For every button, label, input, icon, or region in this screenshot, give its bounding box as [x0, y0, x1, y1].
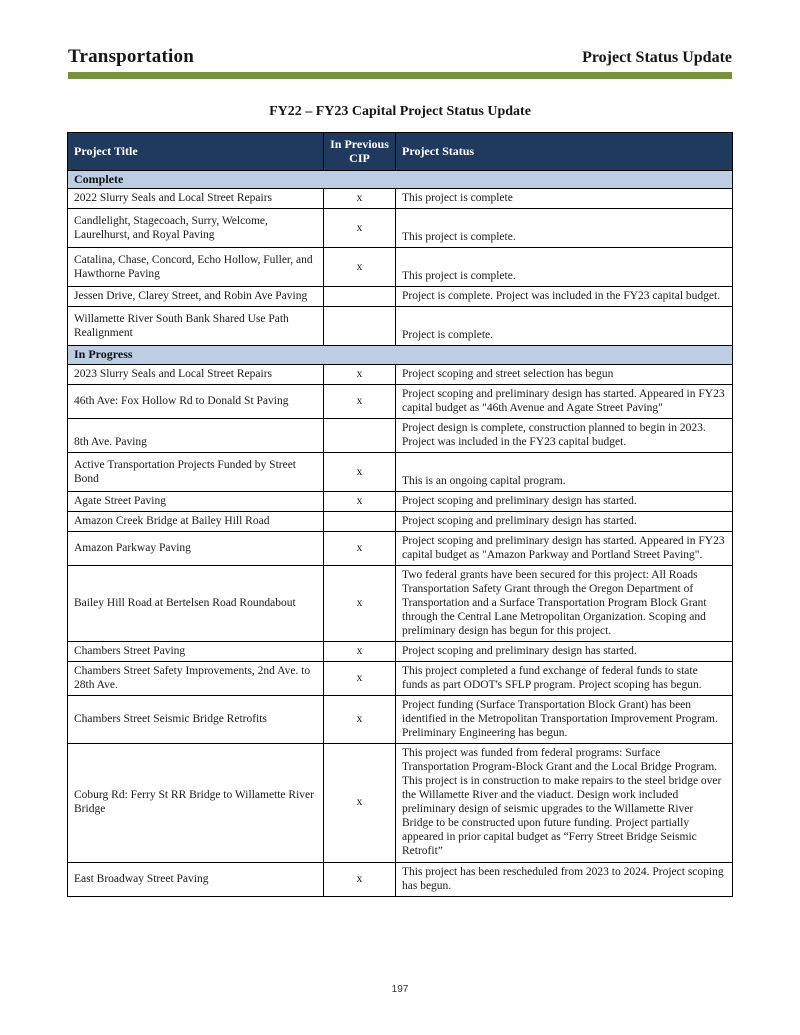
project-title-cell: Jessen Drive, Clarey Street, and Robin Ave Paving: [68, 287, 324, 307]
table-row: [68, 532, 733, 566]
previous-cip-cell: x: [324, 696, 396, 744]
project-title-cell: East Broadway Street Paving: [68, 862, 324, 896]
project-status-cell: This project has been rescheduled from 2023 to 2024. Project scoping has begun.: [396, 862, 733, 896]
project-status-cell: Two federal grants have been secured for this project: All Roads Transportation Safety Grant through the Oregon Department of Transportation and a Surface Transportation Program Block Grant through the Central Lane Metropolitan Organization. Scoping and preliminary design has begun for this project.: [396, 566, 733, 642]
project-status-cell: Project scoping and street selection has begun: [396, 365, 733, 385]
section-row: [68, 170, 733, 189]
table-row: [68, 512, 733, 532]
project-title-cell: Coburg Rd: Ferry St RR Bridge to Willamette River Bridge: [68, 744, 324, 862]
table-row: [68, 385, 733, 419]
document-header: [68, 46, 732, 79]
project-status-cell: Project is complete.: [396, 307, 733, 346]
project-title-cell: Agate Street Paving: [68, 492, 324, 512]
project-title-cell: Bailey Hill Road at Bertelsen Road Roundabout: [68, 566, 324, 642]
table-row: [68, 642, 733, 662]
project-status-cell: This project completed a fund exchange of federal funds to state funds as part ODOT's SFLP program. Project scoping has begun.: [396, 662, 733, 696]
page-number: 197: [391, 984, 409, 995]
table-row: [68, 453, 733, 492]
project-title-cell: 46th Ave: Fox Hollow Rd to Donald St Paving: [68, 385, 324, 419]
project-title-cell: Willamette River South Bank Shared Use Path Realignment: [68, 307, 324, 346]
project-status-cell: Project funding (Surface Transportation Block Grant) has been identified in the Metropolitan Transportation Improvement Program. Preliminary Engineering has begun.: [396, 696, 733, 744]
project-status-cell: This project is complete.: [396, 209, 733, 248]
project-status-cell: Project is complete. Project was included in the FY23 capital budget.: [396, 287, 733, 307]
project-title-cell: 2023 Slurry Seals and Local Street Repairs: [68, 365, 324, 385]
project-title-cell: 2022 Slurry Seals and Local Street Repairs: [68, 189, 324, 209]
column-header-in-previous-cip: In Previous CIP: [324, 133, 396, 171]
previous-cip-cell: [324, 287, 396, 307]
table-row: [68, 566, 733, 642]
project-status-cell: Project scoping and preliminary design has started.: [396, 492, 733, 512]
previous-cip-cell: x: [324, 385, 396, 419]
header-page-title: Project Status Update: [582, 49, 732, 66]
table-row: [68, 365, 733, 385]
project-status-cell: This project is complete.: [396, 248, 733, 287]
project-title-cell: Active Transportation Projects Funded by Street Bond: [68, 453, 324, 492]
project-status-cell: Project scoping and preliminary design has started. Appeared in FY23 capital budget as "46th Avenue and Agate Street Paving": [396, 385, 733, 419]
table-row: [68, 662, 733, 696]
previous-cip-cell: x: [324, 209, 396, 248]
table-header-row: [68, 133, 733, 171]
section-label: Complete: [68, 170, 733, 189]
table-row: [68, 189, 733, 209]
table-row: [68, 862, 733, 896]
table-row: [68, 696, 733, 744]
previous-cip-cell: x: [324, 566, 396, 642]
table-header: [68, 133, 733, 171]
table-row: [68, 419, 733, 453]
project-status-cell: Project scoping and preliminary design has started. Appeared in FY23 capital budget as "Amazon Parkway and Portland Street Paving".: [396, 532, 733, 566]
project-status-cell: This project is complete: [396, 189, 733, 209]
section-row: [68, 346, 733, 365]
project-title-cell: Catalina, Chase, Concord, Echo Hollow, Fuller, and Hawthorne Paving: [68, 248, 324, 287]
column-header-project-title: Project Title: [68, 133, 324, 171]
project-title-cell: Amazon Parkway Paving: [68, 532, 324, 566]
header-section-title: Transportation: [68, 46, 194, 67]
table-row: [68, 248, 733, 287]
previous-cip-cell: [324, 512, 396, 532]
table-row: [68, 307, 733, 346]
previous-cip-cell: x: [324, 492, 396, 512]
previous-cip-cell: x: [324, 744, 396, 862]
project-title-cell: Chambers Street Paving: [68, 642, 324, 662]
table-row: [68, 287, 733, 307]
previous-cip-cell: [324, 307, 396, 346]
project-title-cell: Chambers Street Safety Improvements, 2nd Ave. to 28th Ave.: [68, 662, 324, 696]
table-row: [68, 744, 733, 862]
previous-cip-cell: x: [324, 532, 396, 566]
project-status-cell: Project design is complete, construction planned to begin in 2023. Project was included in the FY23 capital budget.: [396, 419, 733, 453]
project-status-cell: This project was funded from federal programs: Surface Transportation Program-Block Grant and the Local Bridge Program. This project is in construction to make repairs to the steel bridge over the Willamette River and the viaduct. Design work included preliminary design of seismic upgrades to the Willamette River Bridge to be constructed upon future funding. Project partially appeared in prior capital budget as “Ferry Street Bridge Seismic Retrofit”: [396, 744, 733, 862]
section-label: In Progress: [68, 346, 733, 365]
project-title-cell: Candlelight, Stagecoach, Surry, Welcome, Laurelhurst, and Royal Paving: [68, 209, 324, 248]
previous-cip-cell: x: [324, 365, 396, 385]
table-row: [68, 492, 733, 512]
project-title-cell: Chambers Street Seismic Bridge Retrofits: [68, 696, 324, 744]
project-status-table: [67, 132, 733, 897]
previous-cip-cell: [324, 419, 396, 453]
previous-cip-cell: x: [324, 662, 396, 696]
previous-cip-cell: x: [324, 642, 396, 662]
table-body: [68, 170, 733, 896]
previous-cip-cell: x: [324, 189, 396, 209]
project-title-cell: 8th Ave. Paving: [68, 419, 324, 453]
table-title: FY22 – FY23 Capital Project Status Update: [269, 104, 531, 119]
accent-divider-bar: [68, 72, 732, 79]
column-header-project-status: Project Status: [396, 133, 733, 171]
table-row: [68, 209, 733, 248]
previous-cip-cell: x: [324, 453, 396, 492]
previous-cip-cell: x: [324, 248, 396, 287]
previous-cip-cell: x: [324, 862, 396, 896]
project-status-cell: This is an ongoing capital program.: [396, 453, 733, 492]
project-title-cell: Amazon Creek Bridge at Bailey Hill Road: [68, 512, 324, 532]
project-status-cell: Project scoping and preliminary design has started.: [396, 642, 733, 662]
project-status-cell: Project scoping and preliminary design has started.: [396, 512, 733, 532]
